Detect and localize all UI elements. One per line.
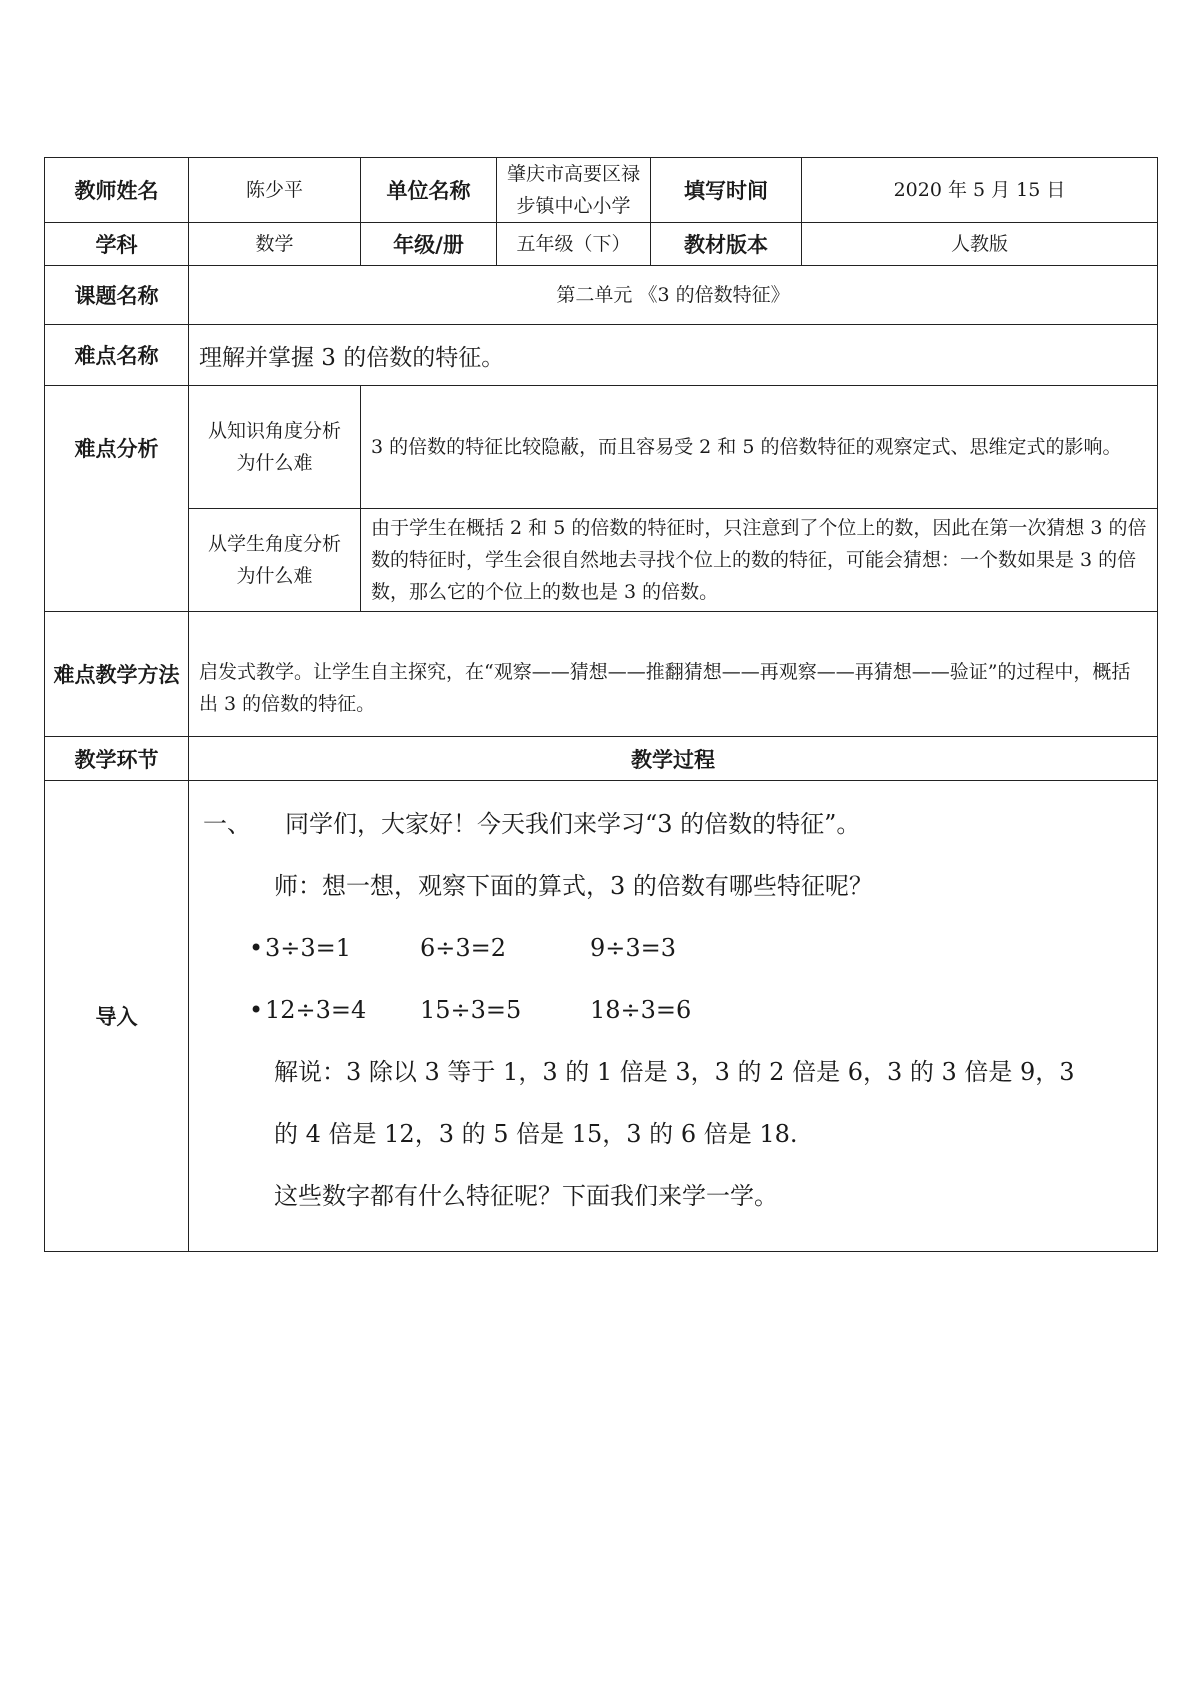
grade-label: 年级/册	[361, 223, 497, 266]
equation: 12÷3=4	[265, 996, 367, 1024]
analysis-label-text: 难点分析	[74, 437, 159, 461]
method-label: 难点教学方法	[45, 612, 189, 737]
grade-value: 五年级（下）	[497, 223, 651, 266]
lesson-plan-table	[44, 157, 1158, 1252]
difficulty-row	[45, 325, 1158, 386]
intro-row	[45, 781, 1158, 1252]
equation: 9÷3=3	[590, 934, 677, 962]
date-label: 填写时间	[651, 158, 802, 223]
method-text: 启发式教学。让学生自主探究，在“观察——猜想——推翻猜想——再观察——再猜想——验证”的过程中，概括出 3 的倍数的特征。	[189, 612, 1158, 737]
fill-date: 2020 年 5 月 15 日	[802, 158, 1158, 223]
knowledge-angle-text: 3 的倍数的特征比较隐蔽，而且容易受 2 和 5 的倍数特征的观察定式、思维定式的影响。	[361, 386, 1158, 509]
lesson-line-5: 这些数字都有什么特征呢？下面我们来学一学。	[274, 1182, 778, 1210]
analysis-student-row	[45, 509, 1158, 612]
unit-name-line2: 步镇中心小学	[516, 195, 631, 217]
lesson-line-2: 师：想一想，观察下面的算式，3 的倍数有哪些特征呢？	[274, 872, 873, 900]
edition-value: 人教版	[802, 223, 1158, 266]
subject-label: 学科	[45, 223, 189, 266]
knowledge-angle-line1: 从知识角度分析	[207, 420, 341, 442]
equation-row-2	[189, 979, 1157, 1041]
unit-name	[497, 158, 651, 223]
student-angle-line1: 从学生角度分析	[207, 533, 341, 555]
topic-label: 课题名称	[45, 266, 189, 325]
bullet-2: •	[249, 996, 264, 1024]
bullet-1: •	[249, 934, 264, 962]
greeting-text: 同学们，大家好！今天我们来学习“3 的倍数的特征”。	[285, 810, 861, 838]
difficulty-value: 理解并掌握 3 的倍数的特征。	[189, 325, 1158, 386]
equation: 15÷3=5	[420, 996, 522, 1024]
info-row-2	[45, 223, 1158, 266]
equation: 3÷3=1	[265, 934, 352, 962]
analysis-knowledge-row	[45, 386, 1158, 509]
student-angle-line2: 为什么难	[236, 565, 313, 587]
info-row-1	[45, 158, 1158, 223]
analysis-label	[45, 386, 189, 612]
teacher-name: 陈少平	[189, 158, 361, 223]
subject-value: 数学	[189, 223, 361, 266]
section-number: 一、	[203, 810, 251, 838]
equation: 6÷3=2	[420, 934, 507, 962]
student-angle-label	[189, 509, 361, 612]
lesson-line-4: 的 4 倍是 12，3 的 5 倍是 15，3 的 6 倍是 18.	[274, 1120, 798, 1148]
stage-header: 教学环节	[45, 737, 189, 781]
equation: 18÷3=6	[590, 996, 692, 1024]
lesson-content	[189, 781, 1158, 1252]
knowledge-angle-label	[189, 386, 361, 509]
difficulty-label: 难点名称	[45, 325, 189, 386]
topic-value: 第二单元 《3 的倍数特征》	[189, 266, 1158, 325]
process-header: 教学过程	[189, 737, 1158, 781]
lesson-line-3: 解说：3 除以 3 等于 1，3 的 1 倍是 3，3 的 2 倍是 6，3 的 3 倍是 9，3	[274, 1058, 1075, 1086]
lesson-line-1	[189, 793, 1157, 855]
method-row	[45, 612, 1158, 737]
teacher-label: 教师姓名	[45, 158, 189, 223]
edition-label: 教材版本	[651, 223, 802, 266]
unit-name-line1: 肇庆市高要区禄	[506, 163, 640, 185]
knowledge-angle-line2: 为什么难	[236, 452, 313, 474]
unit-label: 单位名称	[361, 158, 497, 223]
student-angle-text: 由于学生在概括 2 和 5 的倍数的特征时，只注意到了个位上的数，因此在第一次猜想 3 的倍数的特征时，学生会很自然地去寻找个位上的数的特征，可能会猜想：一个数如果是 3 的倍数，那么它的个位上的数也是 3 的倍数。	[361, 509, 1158, 612]
stage-intro-label: 导入	[45, 781, 189, 1252]
equation-row-1	[189, 917, 1157, 979]
topic-row	[45, 266, 1158, 325]
process-header-row	[45, 737, 1158, 781]
